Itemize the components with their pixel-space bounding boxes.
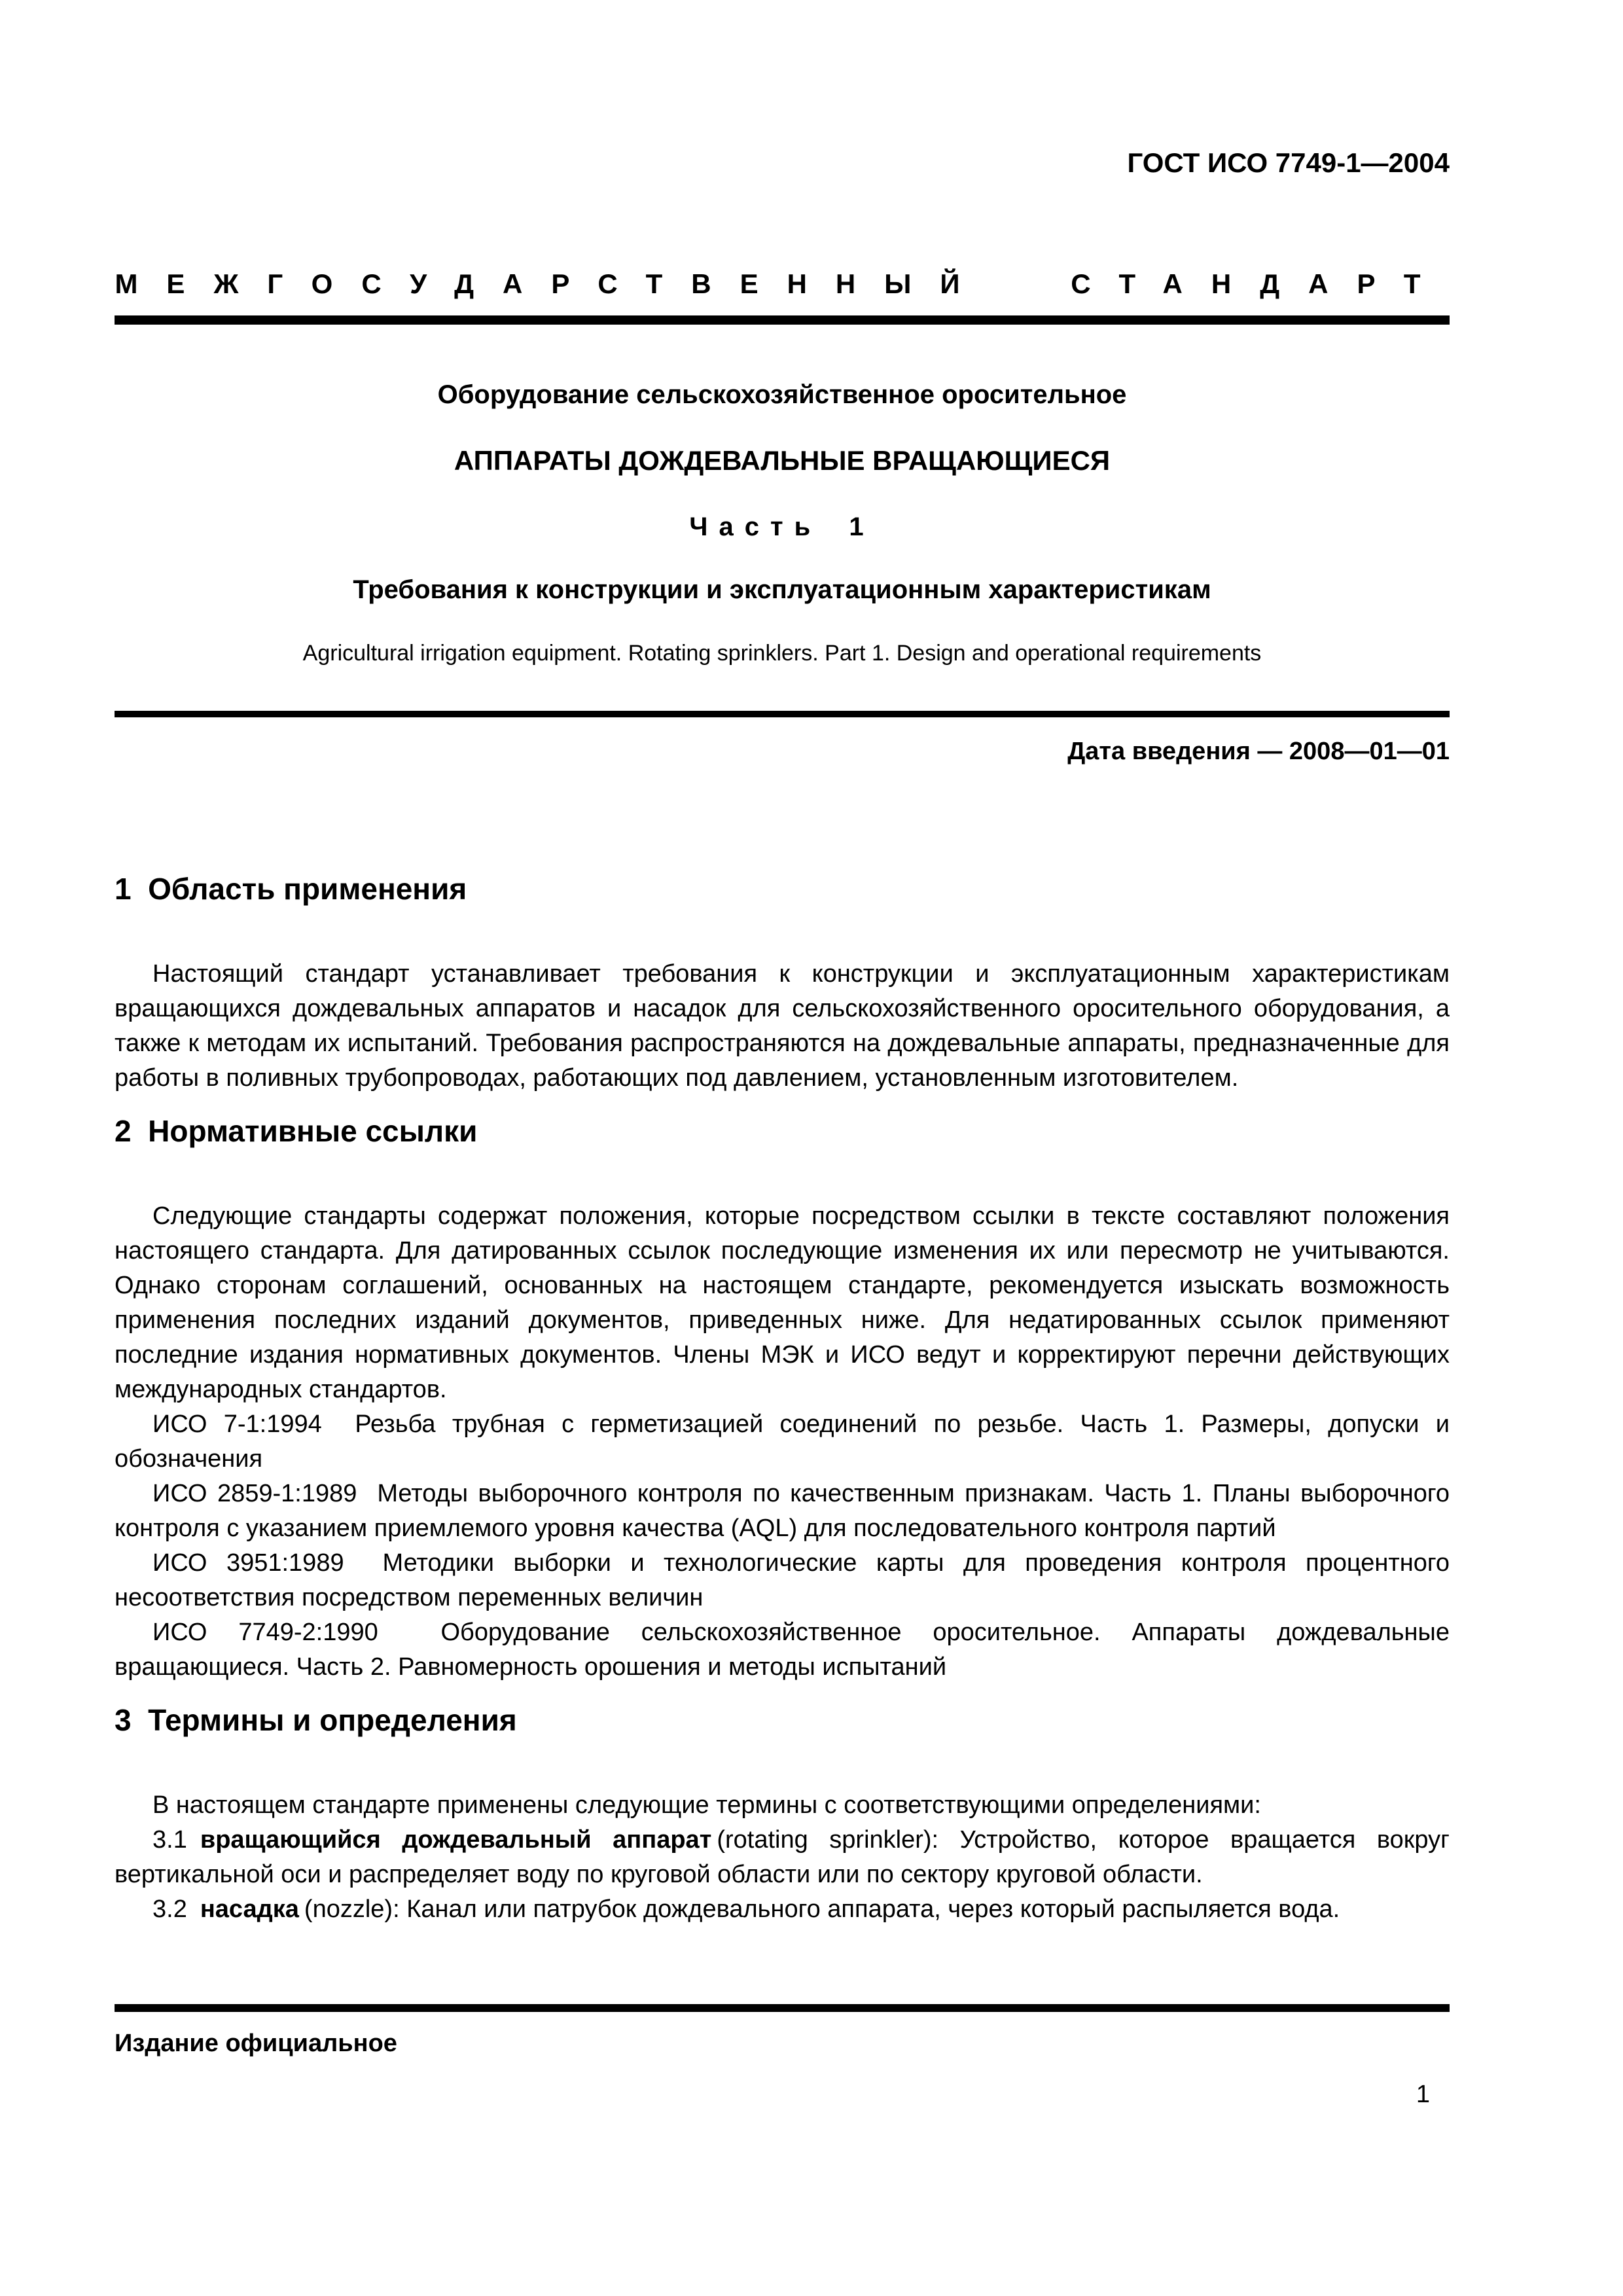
title-main: АППАРАТЫ ДОЖДЕВАЛЬНЫЕ ВРАЩАЮЩИЕСЯ xyxy=(454,445,1111,476)
section-2-heading: 2 Нормативные ссылки xyxy=(115,1114,478,1148)
reference-iso-2859-1: ИСО 2859-1:1989 Методы выборочного контроля по качественным признакам. Часть 1. Планы выборочного контроля с указанием приемлемого уровня качества (AQL) для последовательного контроля партий xyxy=(115,1480,1457,1542)
term-definition-3-1 xyxy=(115,1823,1450,1892)
title-rule xyxy=(115,711,1450,717)
section-2-paragraph: Следующие стандарты содержат положения, которые посредством ссылки в тексте составляют положения настоящего стандарта. Для датированных ссылок последующие изменения их или пересмотр не учитываются. Однако сторонам соглашений, основанных на настоящем стандарте, рекомендуется изыскать возможность применения последних изданий документов, приведенных ниже. Для недатированных ссылок применяют последние издания нормативных документов. Члены МЭК и ИСО ведут и корректируют перечни действующих международных стандартов. xyxy=(115,1202,1450,1403)
page-content xyxy=(115,0,1457,1927)
term-definition-text: (rotating sprinkler): Устройство, которое вращается вокруг вертикальной оси и распределяет воду по круговой области или по сектору круговой области. xyxy=(115,1826,1450,1888)
reference-iso-7-1: ИСО 7-1:1994 Резьба трубная с герметизацией соединений по резьбе. Часть 1. Размеры, допуски и обозначения xyxy=(115,1410,1457,1473)
section-3-heading: 3 Термины и определения xyxy=(115,1703,517,1737)
reference-iso-3951: ИСО 3951:1989 Методики выборки и технологические карты для проведения контроля процентного несоответствия посредством переменных величин xyxy=(115,1549,1457,1611)
section-1-heading: 1 Область применения xyxy=(115,872,467,906)
document-number: ГОСТ ИСО 7749-1—2004 xyxy=(1127,147,1450,178)
page-number: 1 xyxy=(1416,2081,1430,2108)
interstate-standard-banner: МЕЖГОСУДАРСТВЕННЫЙ СТАНДАРТ xyxy=(115,268,1450,299)
title-subject: Оборудование сельскохозяйственное оросительное xyxy=(437,380,1127,409)
banner-rule xyxy=(115,315,1450,325)
official-edition-label: Издание официальное xyxy=(115,2030,397,2057)
title-part: Часть 1 xyxy=(689,512,875,541)
effective-date: Дата введения — 2008—01—01 xyxy=(1067,738,1450,765)
term-number: 3.1 xyxy=(152,1826,187,1854)
term-name: вращающийся дождевальный аппарат xyxy=(200,1826,712,1854)
reference-iso-7749-2: ИСО 7749-2:1990 Оборудование сельскохозяйственное оросительное. Аппараты дождевальные вращающиеся. Часть 2. Равномерность орошения и методы испытаний xyxy=(115,1619,1457,1681)
term-definition-text: (nozzle): Канал или патрубок дождевального аппарата, через который распыляется вода. xyxy=(304,1895,1340,1923)
title-subtitle-english: Agricultural irrigation equipment. Rotating sprinklers. Part 1. Design and operational requirements xyxy=(302,641,1262,666)
term-definition-3-2 xyxy=(115,1892,1450,1927)
footer-rule xyxy=(115,2004,1450,2012)
title-subtitle: Требования к конструкции и эксплуатационным характеристикам xyxy=(353,575,1211,604)
term-number: 3.2 xyxy=(152,1895,187,1923)
term-name: насадка xyxy=(200,1895,299,1923)
section-3-intro: В настоящем стандарте применены следующие термины с соответствующими определениями: xyxy=(152,1791,1261,1819)
section-1-paragraph: Настоящий стандарт устанавливает требования к конструкции и эксплуатационным характеристикам вращающихся дождевальных аппаратов и насадок для сельскохозяйственного оросительного оборудования, а также к методам их испытаний. Требования распространяются на дождевальные аппараты, предназначенные для работы в поливных трубопроводах, работающих под давлением, установленным изготовителем. xyxy=(115,960,1450,1092)
